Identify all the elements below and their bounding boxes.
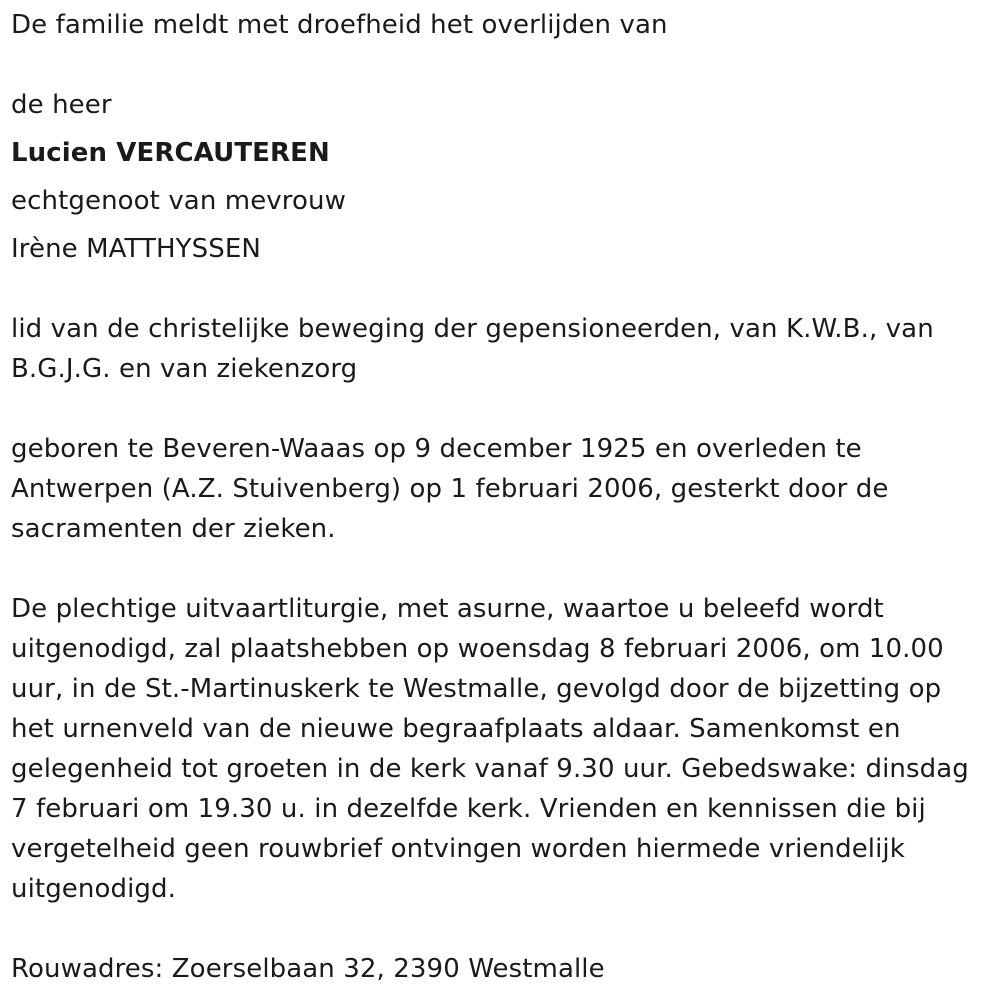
- spouse-label: echtgenoot van mevrouw: [11, 186, 346, 216]
- mourning-address: Rouwadres: Zoerselbaan 32, 2390 Westmalle: [11, 954, 605, 984]
- funeral-line-4: het urnenveld van de nieuwe begraafplaats aldaar. Samenkomst en: [11, 714, 901, 744]
- funeral-line-7: vergetelheid geen rouwbrief ontvingen worden hiermede vriendelijk: [11, 834, 905, 864]
- spouse-name: Irène MATTHYSSEN: [11, 234, 261, 264]
- birth-death-line-3: sacramenten der zieken.: [11, 514, 336, 544]
- funeral-line-6: 7 februari om 19.30 u. in dezelfde kerk. Vrienden en kennissen die bij: [11, 794, 926, 824]
- membership-line-1: lid van de christelijke beweging der gepensioneerden, van K.W.B., van: [11, 314, 934, 344]
- deceased-name: Lucien VERCAUTEREN: [11, 138, 330, 168]
- funeral-line-8: uitgenodigd.: [11, 874, 176, 904]
- funeral-line-3: uur, in de St.-Martinuskerk te Westmalle, gevolgd door de bijzetting op: [11, 674, 942, 704]
- membership-line-2: B.G.J.G. en van ziekenzorg: [11, 354, 358, 384]
- funeral-line-5: gelegenheid tot groeten in de kerk vanaf 9.30 uur. Gebedswake: dinsdag: [11, 754, 969, 784]
- birth-death-line-1: geboren te Beveren-Waaas op 9 december 1925 en overleden te: [11, 434, 862, 464]
- birth-death-line-2: Antwerpen (A.Z. Stuivenberg) op 1 februari 2006, gesterkt door de: [11, 474, 889, 504]
- deceased-title: de heer: [11, 90, 112, 120]
- funeral-line-1: De plechtige uitvaartliturgie, met asurne, waartoe u beleefd wordt: [11, 594, 884, 624]
- intro-text: De familie meldt met droefheid het overlijden van: [11, 10, 668, 40]
- funeral-line-2: uitgenodigd, zal plaatshebben op woensdag 8 februari 2006, om 10.00: [11, 634, 944, 664]
